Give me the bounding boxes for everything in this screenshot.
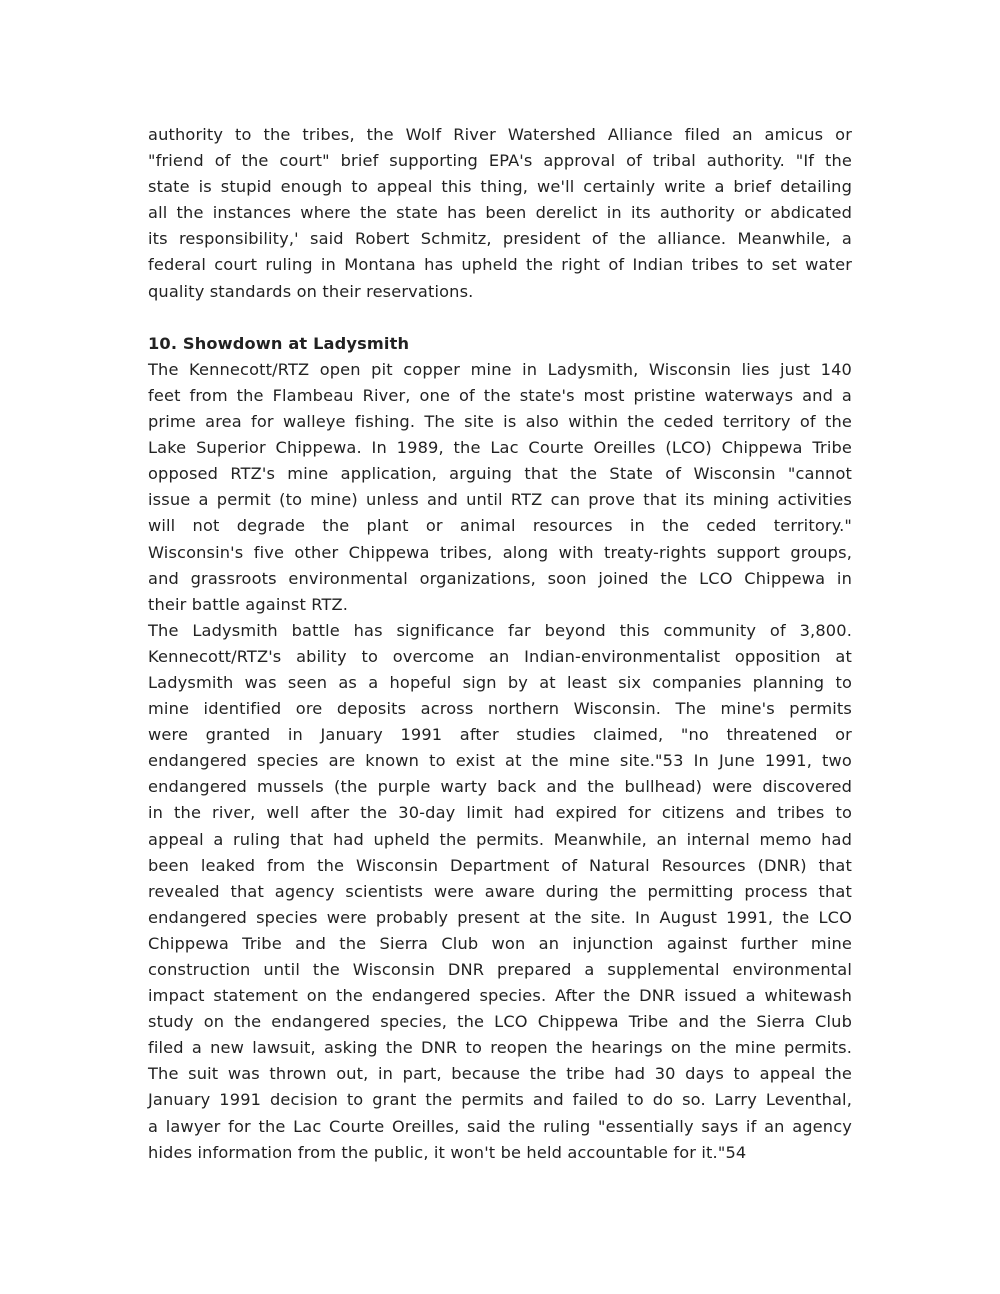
text-line: filed a new lawsuit, asking the DNR to reopen the hearings on the mine permits. (148, 1038, 852, 1058)
text-line: The suit was thrown out, in part, because the tribe had 30 days to appeal the (148, 1064, 852, 1084)
text-line: Ladysmith was seen as a hopeful sign by at least six companies planning to (148, 672, 852, 692)
text-line: "friend of the court" brief supporting EPA's approval of tribal authority. "If the (148, 151, 852, 171)
document-page (148, 122, 852, 1166)
text-line: were granted in January 1991 after studies claimed, "no threatened or (148, 725, 852, 745)
text-line: and grassroots environmental organizations, soon joined the LCO Chippewa in (148, 568, 852, 588)
paragraph-ladysmith-battle (148, 618, 852, 1166)
text-line: January 1991 decision to grant the permits and failed to do so. Larry Leventhal, (148, 1090, 852, 1110)
text-line: appeal a ruling that had upheld the permits. Meanwhile, an internal memo had (148, 829, 852, 849)
text-line: been leaked from the Wisconsin Department of Natural Resources (DNR) that (148, 855, 852, 875)
text-line: quality standards on their reservations. (148, 281, 474, 301)
text-line: mine identified ore deposits across northern Wisconsin. The mine's permits (148, 699, 852, 719)
text-line: will not degrade the plant or animal resources in the ceded territory." (148, 516, 852, 536)
text-line: in the river, well after the 30-day limit had expired for citizens and tribes to (148, 803, 852, 823)
text-line: a lawyer for the Lac Courte Oreilles, said the ruling "essentially says if an agency (148, 1116, 852, 1136)
text-line: endangered species were probably present at the site. In August 1991, the LCO (148, 907, 852, 927)
text-line: endangered mussels (the purple warty back and the bullhead) were discovered (148, 777, 852, 797)
text-line: state is stupid enough to appeal this thing, we'll certainly write a brief detailing (148, 177, 852, 197)
text-line: all the instances where the state has been derelict in its authority or abdicated (148, 203, 852, 223)
text-line: hides information from the public, it won't be held accountable for it."54 (148, 1142, 747, 1162)
text-line: Kennecott/RTZ's ability to overcome an Indian-environmentalist opposition at (148, 646, 852, 666)
text-line: Wisconsin's five other Chippewa tribes, along with treaty-rights support groups, (148, 542, 852, 562)
text-line: opposed RTZ's mine application, arguing that the State of Wisconsin "cannot (148, 464, 852, 484)
text-line: federal court ruling in Montana has upheld the right of Indian tribes to set water (148, 255, 852, 275)
text-line: construction until the Wisconsin DNR prepared a supplemental environmental (148, 960, 852, 979)
paragraph-spacer (148, 305, 852, 331)
text-line: prime area for walleye fishing. The site is also within the ceded territory of the (148, 412, 852, 432)
text-line: The Kennecott/RTZ open pit copper mine in Ladysmith, Wisconsin lies just 140 (148, 359, 852, 379)
text-line: feet from the Flambeau River, one of the state's most pristine waterways and a (148, 385, 852, 405)
text-line: their battle against RTZ. (148, 594, 349, 614)
text-line: impact statement on the endangered species. After the DNR issued a whitewash (148, 986, 852, 1006)
text-line: revealed that agency scientists were aware during the permitting process that (148, 881, 852, 901)
text-line: its responsibility,' said Robert Schmitz, president of the alliance. Meanwhile, a (148, 229, 852, 249)
text-line: The Ladysmith battle has significance far beyond this community of 3,800. (148, 620, 852, 640)
text-line: endangered species are known to exist at the mine site."53 In June 1991, two (148, 751, 852, 771)
text-line: issue a permit (to mine) unless and until RTZ can prove that its mining activities (148, 490, 852, 510)
text-line: study on the endangered species, the LCO Chippewa Tribe and the Sierra Club (148, 1012, 852, 1032)
paragraph-wolf-river (148, 122, 852, 305)
paragraph-kennecott-mine (148, 357, 852, 618)
text-line: Lake Superior Chippewa. In 1989, the Lac Courte Oreilles (LCO) Chippewa Tribe (148, 438, 852, 458)
text-line: authority to the tribes, the Wolf River Watershed Alliance filed an amicus or (148, 125, 852, 144)
text-line: Chippewa Tribe and the Sierra Club won an injunction against further mine (148, 933, 852, 953)
section-heading: 10. Showdown at Ladysmith (148, 333, 410, 353)
